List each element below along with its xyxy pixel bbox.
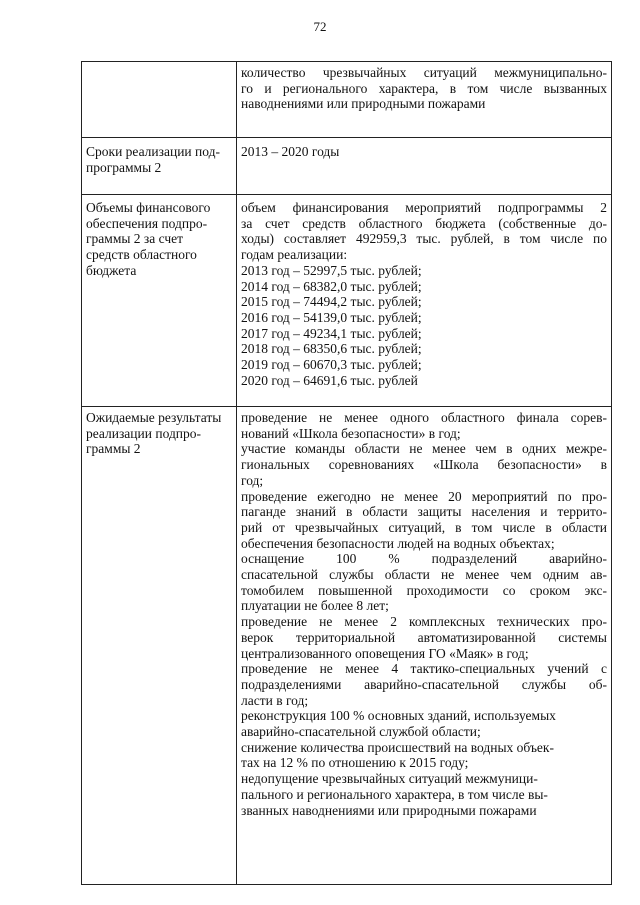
row-label-line: граммы 2 за счет (86, 231, 184, 247)
row-content-line: спасательной службы области не менее чем одним ав- (241, 567, 607, 583)
passport-table (81, 61, 612, 885)
row-content-line: 2013 – 2020 годы (241, 144, 340, 159)
funding-row (82, 195, 612, 407)
row-content-line: централизованного оповещения ГО «Маяк» в год; (241, 645, 529, 661)
row-label-line: Объемы финансового (86, 200, 211, 215)
row-content-line: 2013 год – 52997,5 тыс. рублей; (241, 262, 422, 278)
row-content-line: проведение ежегодно не менее 20 мероприятий по про- (241, 488, 607, 504)
row-content-line: годам реализации: (241, 247, 348, 263)
row-content-line: верок территориальной автоматизированной системы (241, 629, 607, 645)
row-content-line: аварийно-спасательной службой области; (241, 724, 481, 740)
expected-results-row (82, 407, 612, 885)
row-label-line: программы 2 (86, 159, 162, 175)
row-label-line: бюджета (86, 262, 137, 278)
row-content-line: снижение количества происшествий на водных объек- (241, 739, 554, 755)
row-content-line: за счет средств областного бюджета (собственные до- (241, 215, 607, 231)
row-content-line: 2017 год – 49234,1 тыс. рублей; (241, 325, 422, 341)
row-content-line: томобилем повышенной проходимости со сроком экс- (241, 582, 607, 598)
row-content-line: 2016 год – 54139,0 тыс. рублей; (241, 309, 422, 325)
row-content-cell (237, 138, 612, 195)
row-content-line: объем финансирования мероприятий подпрограммы 2 (241, 200, 607, 215)
row-label-line: средств областного (86, 247, 197, 263)
continuation-row (82, 62, 612, 138)
row-content-line: 2018 год – 68350,6 тыс. рублей; (241, 341, 422, 357)
row-content-line: пального и регионального характера, в том числе вы- (241, 786, 548, 802)
row-content-line: ходы) составляет 492959,3 тыс. рублей, в том числе по (241, 231, 607, 247)
row-content-line: год; (241, 472, 264, 488)
row-content-line: го и регионального характера, в том числе вызванных (241, 80, 607, 96)
row-label-cell (82, 195, 237, 407)
row-label-cell (82, 138, 237, 195)
row-content-line: реконструкция 100 % основных зданий, используемых (241, 708, 556, 724)
row-label-line: реализации подпро- (86, 425, 202, 441)
row-content-line: 2014 год – 68382,0 тыс. рублей; (241, 278, 422, 294)
row-label-line: обеспечения подпро- (86, 215, 208, 231)
row-content-cell (237, 195, 612, 407)
row-content-line: 2020 год – 64691,6 тыс. рублей (241, 372, 418, 388)
row-content-line: проведение не менее 2 комплексных технических про- (241, 614, 607, 630)
row-label-cell (82, 62, 237, 138)
row-content-cell (237, 407, 612, 885)
row-content-line: участие команды области не менее чем в одних межре- (241, 441, 607, 457)
row-content-line: гиональных соревнованиях «Школа безопасности» в (241, 457, 607, 473)
timeframe-row (82, 138, 612, 195)
row-content-line: оснащение 100 % подразделений аварийно- (241, 551, 607, 567)
row-content-line: проведение не менее одного областного финала сорев- (241, 410, 607, 425)
row-content-line: количество чрезвычайных ситуаций межмуниципально- (241, 65, 607, 80)
row-content-cell (237, 62, 612, 138)
row-content-line: 2019 год – 60670,3 тыс. рублей; (241, 357, 422, 373)
row-content-line: тах на 12 % по отношению к 2015 году; (241, 755, 469, 771)
row-label-cell (82, 407, 237, 885)
row-content-line: недопущение чрезвычайных ситуаций межмуници- (241, 771, 538, 787)
row-label-line: Сроки реализации под- (86, 144, 220, 159)
row-content-line: званных наводнениями или природными пожарами (241, 802, 537, 818)
row-content-line: подразделениями аварийно-спасательной службы об- (241, 676, 607, 692)
row-content-line: плуатации не более 8 лет; (241, 598, 389, 614)
row-content-line: паганде знаний в области защиты населения и террито- (241, 504, 607, 520)
row-label-line: граммы 2 (86, 441, 141, 457)
row-content-line: обеспечения безопасности людей на водных объектах; (241, 535, 555, 551)
row-content-line: ласти в год; (241, 692, 309, 708)
row-content-line: нований «Школа безопасности» в год; (241, 425, 461, 441)
row-label-line: Ожидаемые результаты (86, 410, 222, 425)
row-content-line: наводнениями или природными пожарами (241, 96, 486, 112)
row-content-line: 2015 год – 74494,2 тыс. рублей; (241, 294, 422, 310)
page-number: 72 (313, 19, 327, 34)
row-content-line: рий от чрезвычайных ситуаций, в том числе в области (241, 519, 607, 535)
row-content-line: проведение не менее 4 тактико-специальных учений с (241, 661, 607, 677)
